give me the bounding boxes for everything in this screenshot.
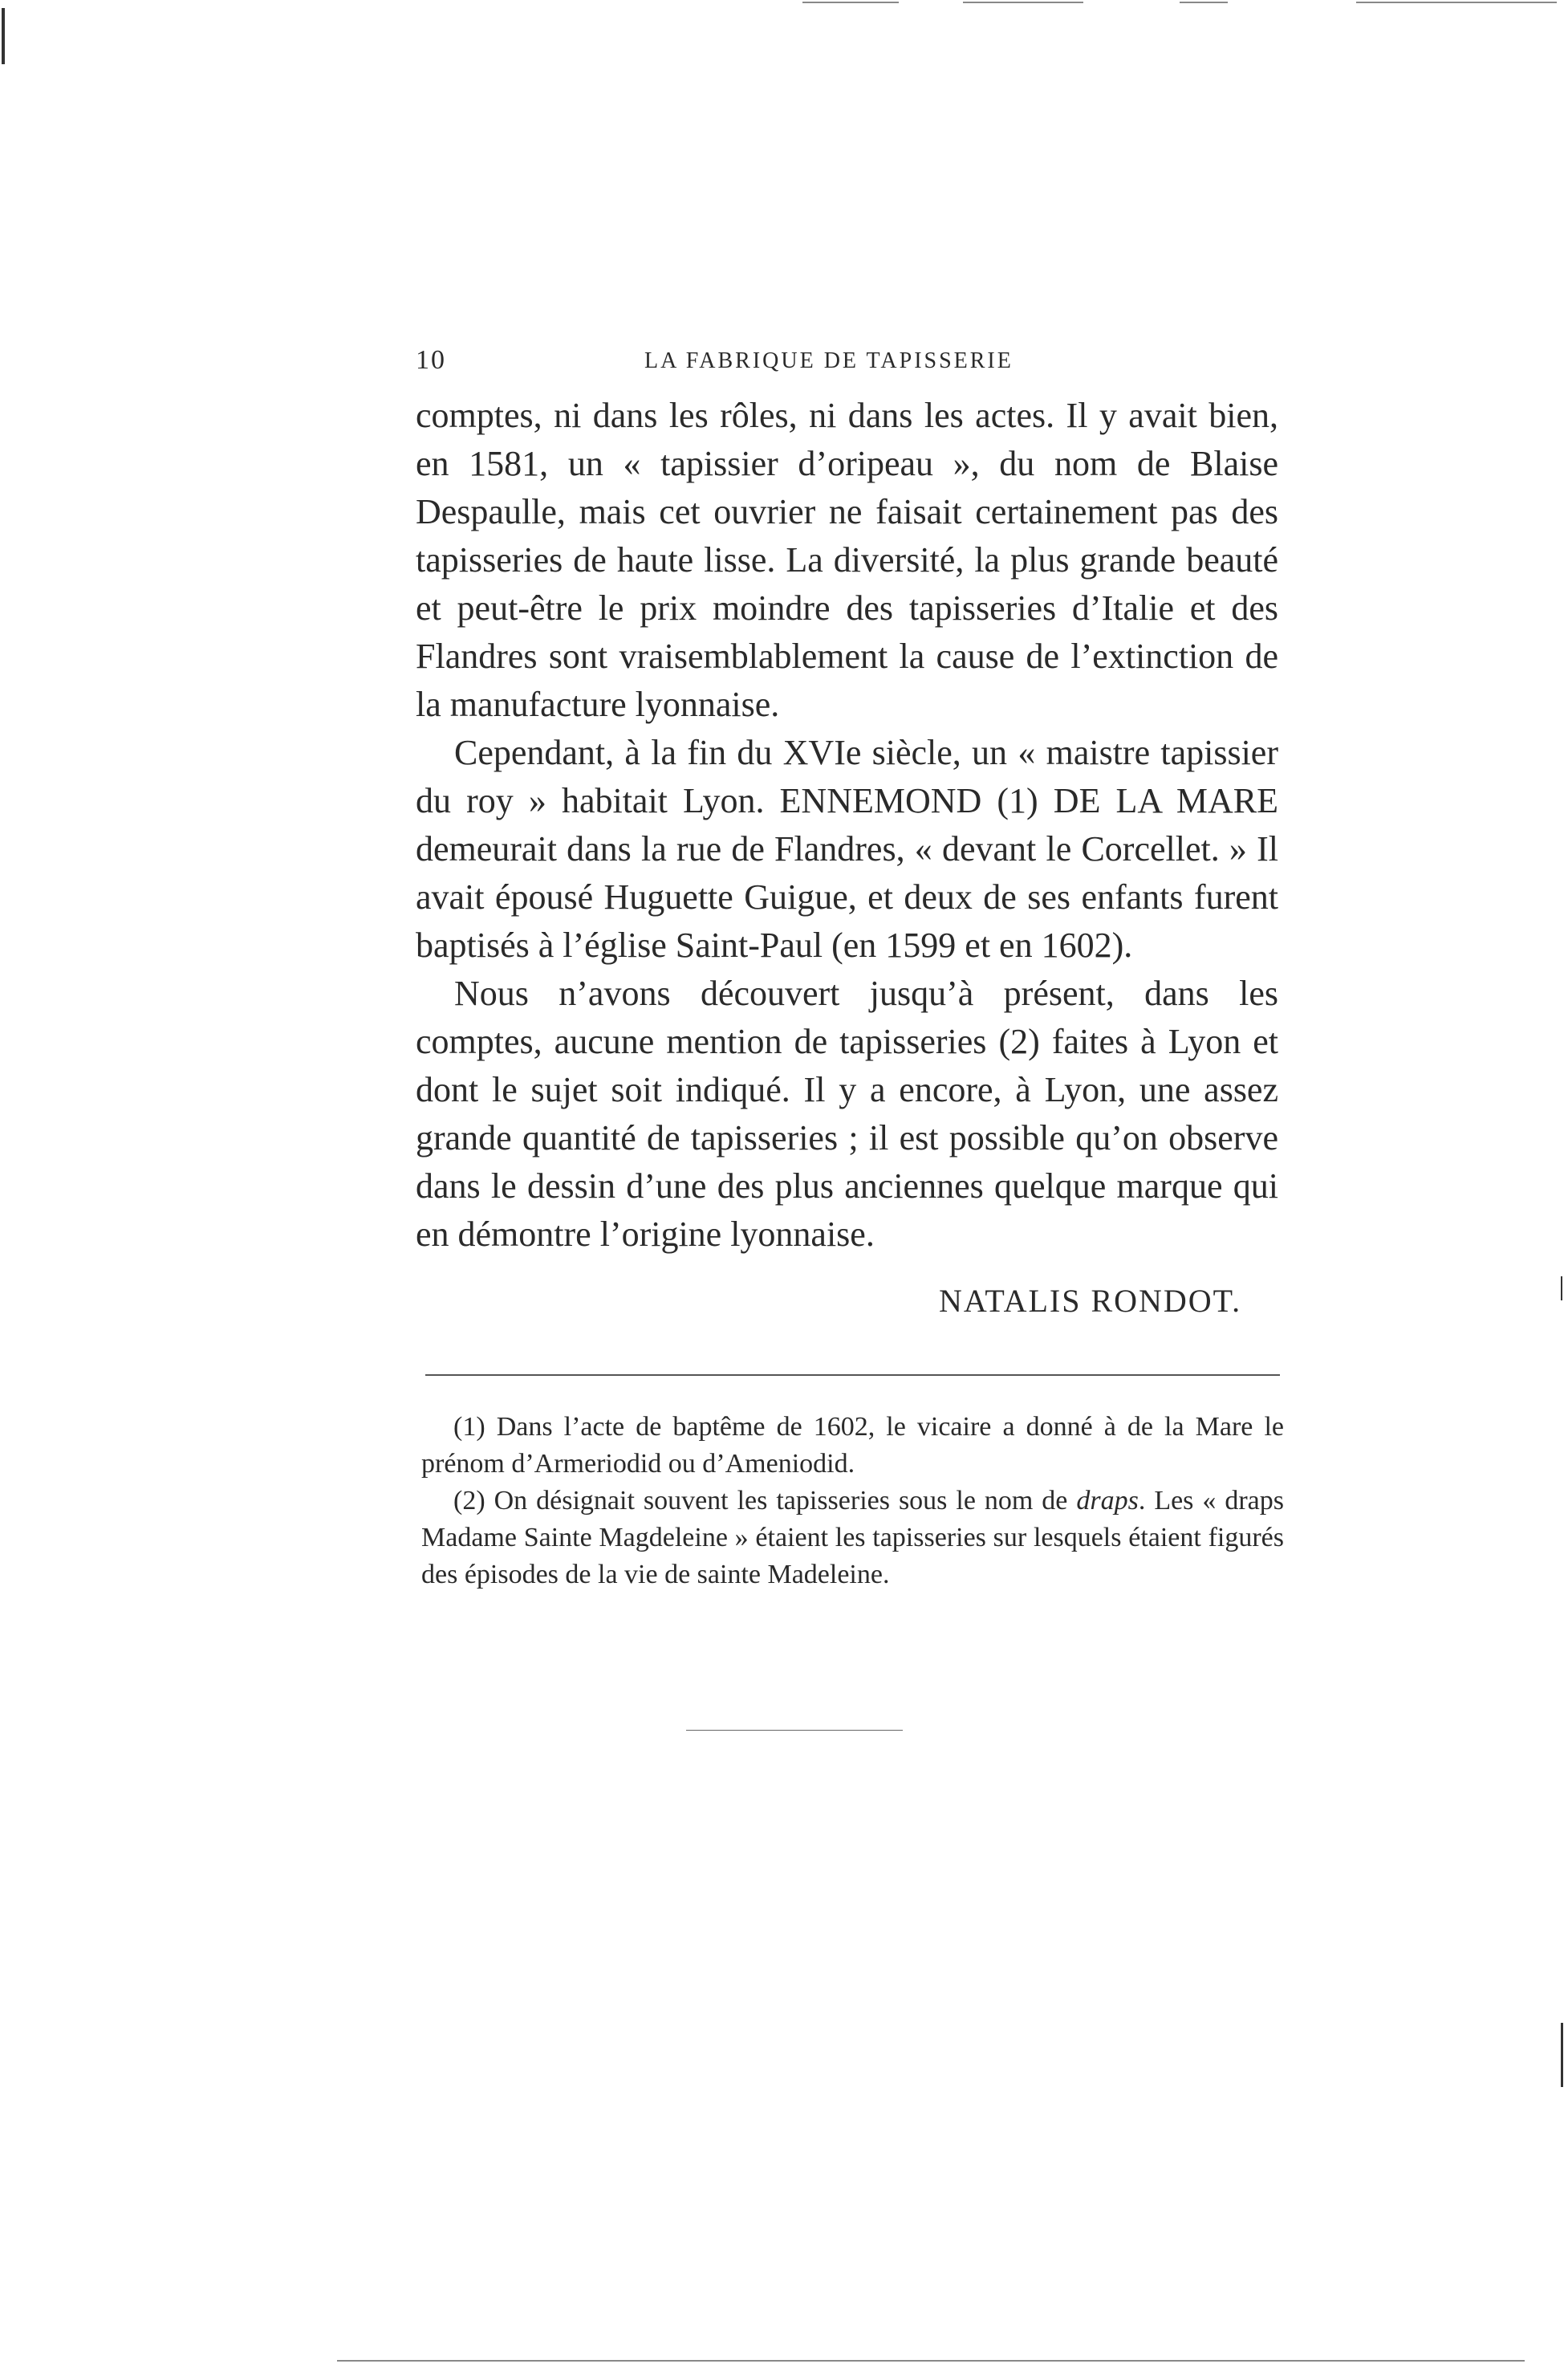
footnote-2-text-a: (2) On désignait souvent les tapisseries sous le nom de — [453, 1486, 1077, 1516]
scan-edge-mark — [1561, 2023, 1563, 2087]
footnote-1: (1) Dans l’acte de baptême de 1602, le vicaire a donné à de la Mare le prénom d’Armeriodid ou d’Ameniodid. — [421, 1412, 1284, 1479]
scan-bottom-dash — [337, 2360, 1525, 2362]
author-signature: NATALIS RONDOT. — [939, 1283, 1242, 1319]
footnote-divider — [425, 1374, 1280, 1376]
page-number: 10 — [416, 345, 446, 375]
footnote-2-italic: draps — [1076, 1486, 1139, 1516]
body-text — [416, 392, 1278, 1259]
scan-edge-mark — [2, 8, 5, 64]
paragraph-1: comptes, ni dans les rôles, ni dans les actes. Il y avait bien, en 1581, un « tapissier d’oripeau », du nom de Blaise Despaulle, mais cet ouvrier ne faisait certainement pas des tapisseries de haute lisse. La diversité, la plus grande beauté et peut-être le prix moindre des tapisseries d’Italie et des Flandres sont vraisemblablement la cause de l’extinction de la manufacture lyonnaise. — [416, 396, 1278, 724]
scan-top-dash — [963, 2, 1083, 3]
scan-top-dash — [802, 2, 899, 3]
paragraph-2: Cependant, à la fin du XVIe siècle, un « maistre tapissier du roy » habitait Lyon. ENNEMOND (1) DE LA MARE demeurait dans la rue de Flandres, « devant le Corcellet. » Il avait épousé Huguette Guigue, et deux de ses enfants furent baptisés à l’église Saint-Paul (en 1599 et en 1602). — [416, 733, 1278, 965]
scan-edge-mark — [1561, 1276, 1562, 1300]
footnote-2 — [421, 1483, 1284, 1593]
paragraph-3: Nous n’avons découvert jusqu’à présent, dans les comptes, aucune mention de tapisseries (2) faites à Lyon et dont le sujet soit indiqué. Il y a encore, à Lyon, une assez grande quantité de tapisseries ; il est possible qu’on observe dans le dessin d’une des plus anciennes quelque marque qui en démontre l’origine lyonnaise. — [416, 974, 1278, 1254]
footnotes — [421, 1409, 1284, 1593]
running-head — [416, 345, 1274, 385]
scan-top-dash — [1180, 2, 1228, 3]
end-divider — [686, 1730, 903, 1731]
scan-top-dash — [1356, 2, 1557, 3]
footnote-2-text-b: . Les « draps Madame Sainte Magdeleine » étaient les tapisseries sur lesquels étaient figurés des épisodes de la vie de sainte Madeleine. — [421, 1486, 1284, 1589]
running-title: LA FABRIQUE DE TAPISSERIE — [644, 348, 1014, 373]
